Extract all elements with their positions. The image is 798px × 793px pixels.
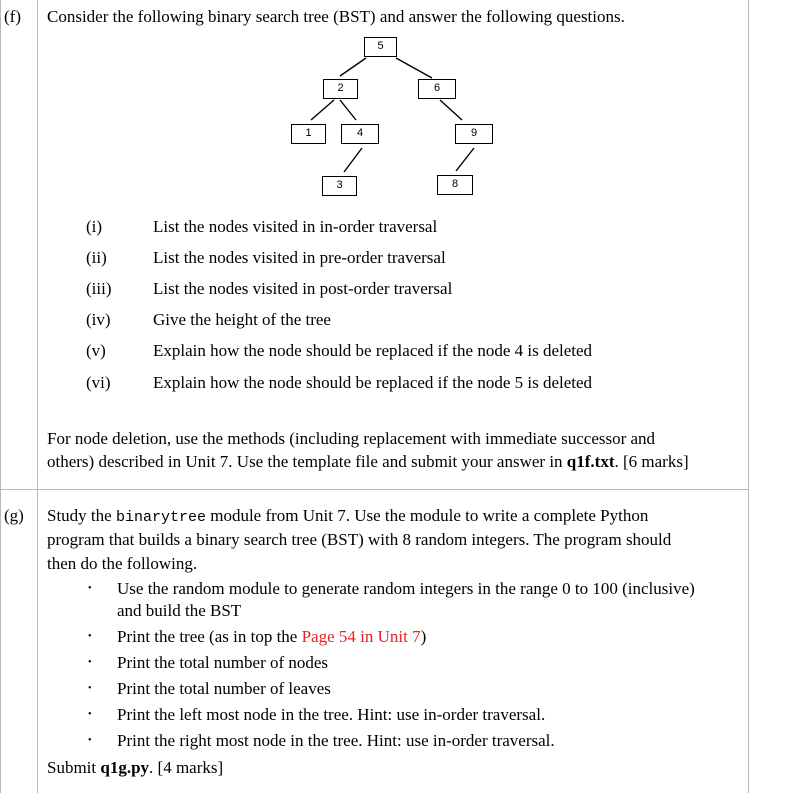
module-name: binarytree	[115, 509, 206, 526]
edge-2-4	[340, 100, 356, 120]
bullet-dot: •	[88, 657, 92, 668]
question-text: List the nodes visited in pre-order traversal	[153, 248, 446, 267]
edge-5-6	[396, 58, 432, 78]
page-reference-link[interactable]: Page 54 in Unit 7	[301, 627, 421, 646]
deletion-note-line2: others) described in Unit 7. Use the template file and submit your answer in q1f.txt. [6 marks]	[47, 452, 689, 471]
bullet-item: Print the left most node in the tree. Hint: use in-order traversal.	[117, 705, 546, 724]
bullet-item: Use the random module to generate random integers in the range 0 to 100 (inclusive)	[117, 579, 695, 598]
bullet-dot: •	[88, 583, 92, 594]
edge-9-8	[456, 148, 474, 171]
question-number: (iii)	[86, 279, 112, 298]
tree-node-3: 3	[322, 176, 357, 196]
question-number: (ii)	[86, 248, 107, 267]
question-text: Explain how the node should be replaced if the node 5 is deleted	[153, 373, 593, 392]
edge-4-3	[344, 148, 362, 172]
bullet-dot: •	[88, 735, 92, 746]
tree-node-5: 5	[364, 37, 397, 57]
section-g-line1: Study the binarytree module from Unit 7. Use the module to write a complete Python	[47, 506, 649, 526]
edge-5-2	[340, 58, 366, 76]
tree-node-4: 4	[341, 124, 379, 144]
submit-filename: q1g.py	[100, 758, 150, 777]
edge-2-1	[311, 100, 334, 120]
question-text: Give the height of the tree	[153, 310, 331, 329]
edge-6-9	[440, 100, 462, 120]
answer-filename: q1f.txt	[566, 452, 615, 471]
question-text: List the nodes visited in post-order traversal	[153, 279, 453, 298]
bullet-item: Print the tree (as in top the Page 54 in Unit 7)	[117, 627, 427, 646]
section-g-line3: then do the following.	[47, 554, 198, 573]
bst-diagram	[0, 0, 798, 230]
tree-node-2: 2	[323, 79, 358, 99]
bullet-dot: •	[88, 683, 92, 694]
section-f-intro: Consider the following binary search tree (BST) and answer the following questions.	[47, 7, 625, 26]
bullet-dot: •	[88, 709, 92, 720]
question-text: List the nodes visited in in-order traversal	[153, 217, 438, 236]
tree-node-8: 8	[437, 175, 473, 195]
bullet-item: Print the total number of nodes	[117, 653, 329, 672]
tree-node-1: 1	[291, 124, 326, 144]
deletion-note-line1: For node deletion, use the methods (including replacement with immediate successor and	[47, 429, 656, 448]
section-g-line2: program that builds a binary search tree (BST) with 8 random integers. The program should	[47, 530, 672, 549]
question-number: (v)	[86, 341, 106, 360]
bullet-dot: •	[88, 631, 92, 642]
question-text: Explain how the node should be replaced if the node 4 is deleted	[153, 341, 593, 360]
question-number: (i)	[86, 217, 103, 236]
section-g-label: (g)	[4, 506, 24, 525]
bullet-item: Print the right most node in the tree. Hint: use in-order traversal.	[117, 731, 555, 750]
section-f-label: (f)	[4, 7, 21, 26]
row-divider	[0, 489, 749, 490]
question-number: (iv)	[86, 310, 111, 329]
tree-node-9: 9	[455, 124, 493, 144]
question-number: (vi)	[86, 373, 111, 392]
tree-node-6: 6	[418, 79, 456, 99]
bullet-item: Print the total number of leaves	[117, 679, 331, 698]
bullet-item-continuation: and build the BST	[117, 601, 242, 620]
submit-line: Submit q1g.py. [4 marks]	[47, 758, 224, 777]
